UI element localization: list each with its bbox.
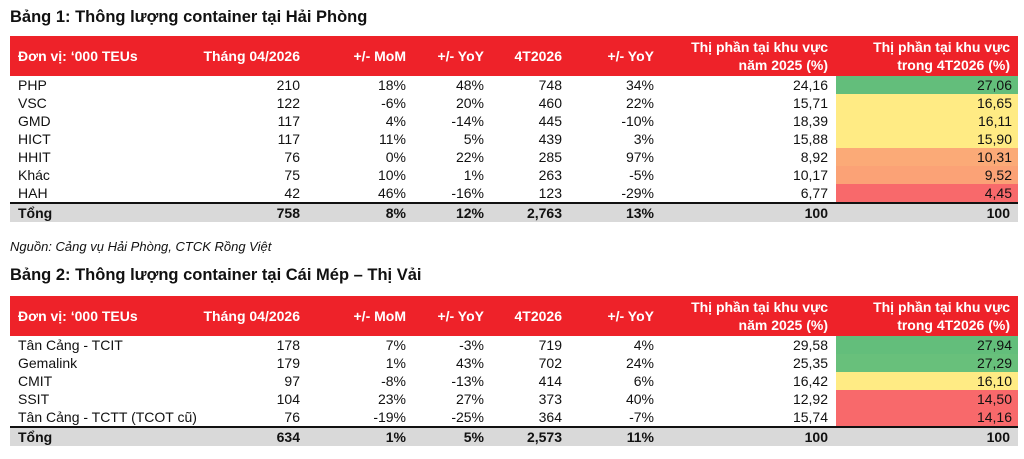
table-cell: 15,71 <box>792 95 828 111</box>
table-cell: -16% <box>451 185 484 201</box>
table-row <box>10 148 1018 166</box>
table-cell: -13% <box>451 373 484 389</box>
table-cell: 43% <box>455 355 484 371</box>
table-cell: 10,17 <box>792 167 828 183</box>
column-header: +/- MoM <box>308 296 414 336</box>
column-header: 4T2026 <box>492 296 570 336</box>
table-cell: -6% <box>381 95 406 111</box>
table-cell: -5% <box>629 167 654 183</box>
table-cell: 117 <box>277 113 300 129</box>
table-cell: 4% <box>633 337 654 353</box>
table-cell: 46% <box>377 185 406 201</box>
table-row <box>10 166 1018 184</box>
total-cell: 100 <box>662 203 836 222</box>
table-cell: 179 <box>276 355 300 371</box>
table-cell: 15,88 <box>792 131 828 147</box>
column-header: Thị phần tại khu vực trong 4T2026 (%) <box>836 296 1018 336</box>
table-cell: -8% <box>381 373 406 389</box>
table-cell: CMIT <box>18 373 53 389</box>
total-cell: 100 <box>662 427 836 446</box>
column-header: Thị phần tại khu vực trong 4T2026 (%) <box>836 36 1018 76</box>
total-cell: Tổng <box>10 203 152 222</box>
table-cell: 12,92 <box>792 391 828 407</box>
table-row <box>10 390 1018 408</box>
table-cell: -10% <box>621 113 654 129</box>
table-cell: 9,52 <box>836 166 1018 184</box>
total-cell: 12% <box>414 203 492 222</box>
total-cell: 2,763 <box>492 203 570 222</box>
table-cell: -3% <box>459 337 484 353</box>
table-cell: Tân Cảng - TCTT (TCOT cũ) <box>18 409 197 425</box>
table-cell: 178 <box>276 337 300 353</box>
table-cell: 5% <box>463 131 484 147</box>
table-cell: 10,31 <box>836 148 1018 166</box>
table-cell: Gemalink <box>18 355 78 371</box>
table-row <box>10 76 1018 94</box>
table-cell: PHP <box>18 77 47 93</box>
total-cell: 1% <box>308 427 414 446</box>
table-row <box>10 372 1018 390</box>
table-cell: 48% <box>455 77 484 93</box>
table-cell: 15,90 <box>836 130 1018 148</box>
table-cell: 23% <box>377 391 406 407</box>
table-cell: -14% <box>451 113 484 129</box>
table-cell: 27,29 <box>836 354 1018 372</box>
column-header: +/- MoM <box>308 36 414 76</box>
total-row <box>10 427 1018 446</box>
header-row <box>10 36 1018 76</box>
table-cell: 14,16 <box>836 408 1018 427</box>
table-cell: 6% <box>633 373 654 389</box>
table-cell: 18,39 <box>792 113 828 129</box>
table-cell: 122 <box>276 95 300 111</box>
table-cell: 6,77 <box>800 185 828 201</box>
table-cell: 29,58 <box>792 337 828 353</box>
table-cell: 76 <box>284 149 300 165</box>
table-cell: 16,10 <box>836 372 1018 390</box>
column-header: +/- YoY <box>570 296 662 336</box>
table-cell: 1% <box>385 355 406 371</box>
table-cell: HAH <box>18 185 48 201</box>
table-cell: 414 <box>538 373 562 389</box>
table-row <box>10 336 1018 354</box>
table-cell: 3% <box>633 131 654 147</box>
table-cell: 7% <box>385 337 406 353</box>
table-cell: 0% <box>385 149 406 165</box>
table-cell: 27,06 <box>836 76 1018 94</box>
table-cell: 460 <box>538 95 562 111</box>
table1 <box>10 36 1018 222</box>
table-cell: 445 <box>538 113 562 129</box>
total-cell: Tổng <box>10 427 152 446</box>
table-cell: VSC <box>18 95 47 111</box>
table-cell: 104 <box>276 391 300 407</box>
total-cell: 634 <box>152 427 308 446</box>
table-row <box>10 184 1018 203</box>
table-cell: 10% <box>377 167 406 183</box>
table-cell: 16,65 <box>836 94 1018 112</box>
source-note: Nguồn: Cảng vụ Hải Phòng, CTCK Rồng Việt <box>10 239 272 254</box>
table-cell: 15,74 <box>792 409 828 425</box>
column-header: +/- YoY <box>570 36 662 76</box>
table-cell: -29% <box>621 185 654 201</box>
table-cell: 439 <box>538 131 562 147</box>
table-cell: 719 <box>538 337 562 353</box>
table-cell: 42 <box>284 185 300 201</box>
table-cell: 16,11 <box>836 112 1018 130</box>
table-cell: 1% <box>463 167 484 183</box>
table-cell: Tân Cảng - TCIT <box>18 337 123 353</box>
table-cell: 20% <box>455 95 484 111</box>
table-row <box>10 94 1018 112</box>
table-cell: 702 <box>538 355 562 371</box>
column-header: Thị phần tại khu vực năm 2025 (%) <box>662 296 836 336</box>
table-cell: 364 <box>538 409 562 425</box>
table-row <box>10 130 1018 148</box>
header-row <box>10 296 1018 336</box>
column-header: +/- YoY <box>414 296 492 336</box>
column-header: Đơn vị: ‘000 TEUs <box>10 36 152 76</box>
table-row <box>10 112 1018 130</box>
total-cell: 8% <box>308 203 414 222</box>
table-cell: 285 <box>538 149 562 165</box>
table-cell: 117 <box>277 131 300 147</box>
table-cell: SSIT <box>18 391 50 407</box>
table-cell: 11% <box>379 131 406 147</box>
table-cell: 75 <box>284 167 300 183</box>
table-row <box>10 354 1018 372</box>
table-cell: 76 <box>284 409 300 425</box>
table-cell: HHIT <box>18 149 51 165</box>
table-cell: 8,92 <box>800 149 828 165</box>
table-cell: 14,50 <box>836 390 1018 408</box>
table-cell: 24,16 <box>792 77 828 93</box>
table-cell: -19% <box>373 409 406 425</box>
column-header: Tháng 04/2026 <box>152 36 308 76</box>
column-header: Tháng 04/2026 <box>152 296 308 336</box>
table-cell: 34% <box>625 77 654 93</box>
table-cell: 210 <box>276 77 300 93</box>
table2-title: Bảng 2: Thông lượng container tại Cái Mép – Thị Vải <box>10 266 422 284</box>
table-cell: 24% <box>625 355 654 371</box>
table-cell: GMD <box>18 113 51 129</box>
table-cell: Khác <box>18 167 50 183</box>
table2 <box>10 296 1018 446</box>
table-cell: 97% <box>625 149 654 165</box>
table-cell: 263 <box>538 167 562 183</box>
total-cell: 11% <box>570 427 662 446</box>
table-row <box>10 408 1018 427</box>
table-cell: 4,45 <box>836 184 1018 203</box>
total-cell: 758 <box>152 203 308 222</box>
total-row <box>10 203 1018 222</box>
column-header: +/- YoY <box>414 36 492 76</box>
table-cell: 40% <box>625 391 654 407</box>
column-header: 4T2026 <box>492 36 570 76</box>
table1-title: Bảng 1: Thông lượng container tại Hải Phòng <box>10 8 368 26</box>
table-cell: 27% <box>455 391 484 407</box>
table-cell: 25,35 <box>792 355 828 371</box>
total-cell: 13% <box>570 203 662 222</box>
table-cell: 22% <box>625 95 654 111</box>
table-cell: 27,94 <box>836 336 1018 354</box>
table-cell: 748 <box>538 77 562 93</box>
total-cell: 100 <box>836 203 1018 222</box>
column-header: Đơn vị: ‘000 TEUs <box>10 296 152 336</box>
table-cell: 4% <box>385 113 406 129</box>
table-cell: -25% <box>451 409 484 425</box>
table-cell: HICT <box>18 131 51 147</box>
table-cell: 18% <box>377 77 406 93</box>
table-cell: 123 <box>538 185 562 201</box>
table-cell: -7% <box>629 409 654 425</box>
table-cell: 97 <box>284 373 300 389</box>
table-cell: 22% <box>455 149 484 165</box>
total-cell: 2,573 <box>492 427 570 446</box>
column-header: Thị phần tại khu vực năm 2025 (%) <box>662 36 836 76</box>
total-cell: 100 <box>836 427 1018 446</box>
total-cell: 5% <box>414 427 492 446</box>
table-cell: 16,42 <box>792 373 828 389</box>
table-cell: 373 <box>538 391 562 407</box>
